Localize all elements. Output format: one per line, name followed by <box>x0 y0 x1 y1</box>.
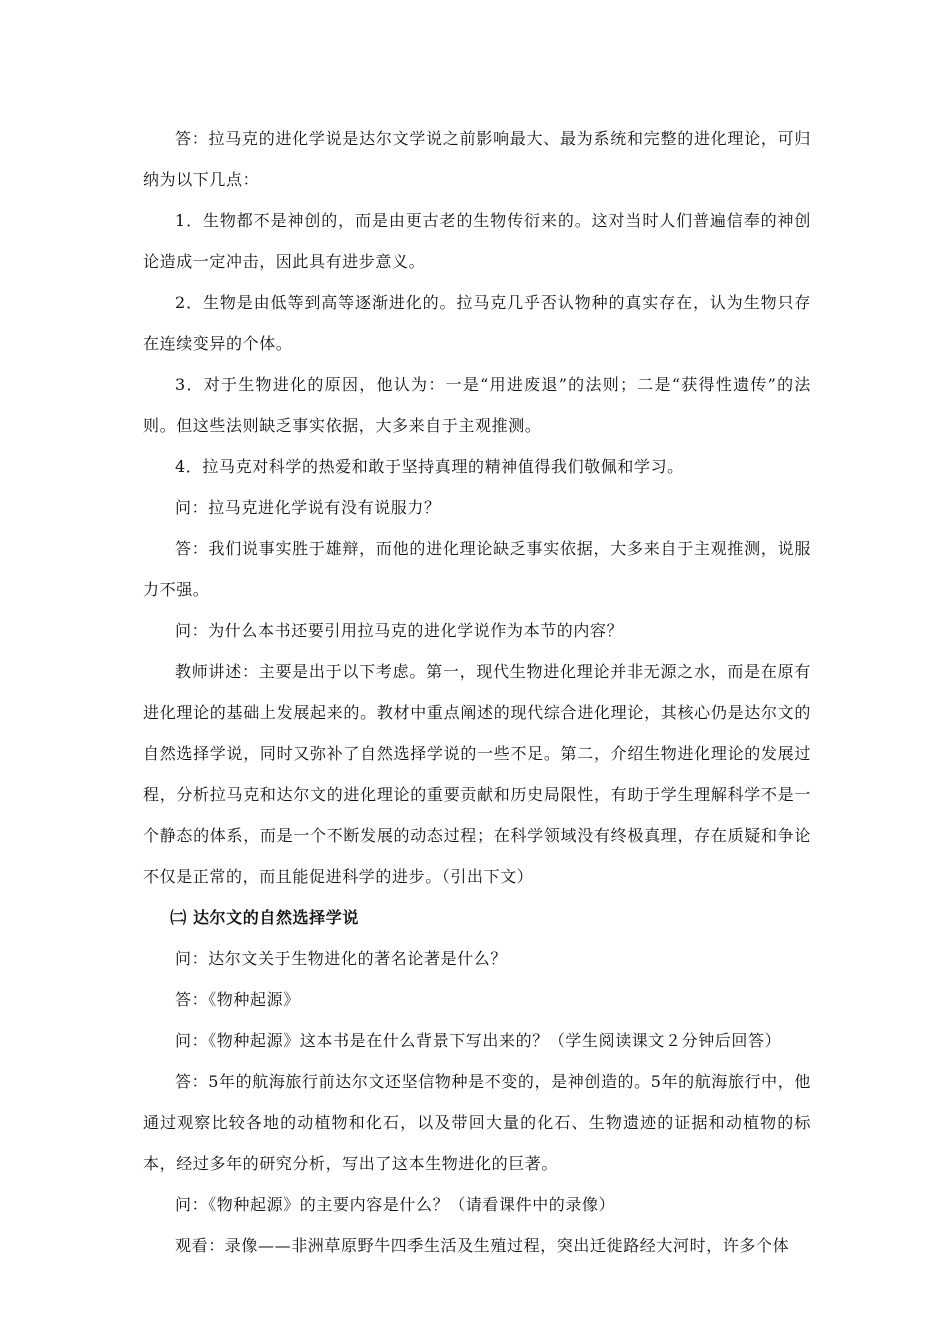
question-background: 问：《物种起源》这本书是在什么背景下写出来的？（学生阅读课文２分钟后回答） <box>175 1031 782 1050</box>
point-3: 3．对于生物进化的原因，他认为：一是“用进废退”的法则；二是“获得性遗传”的法则。但这些法则缺乏事实依据，大多来自于主观推测。 <box>143 375 811 435</box>
question-famous-work: 问：达尔文关于生物进化的著名论著是什么？ <box>175 949 508 968</box>
answer-persuasiveness: 答：我们说事实胜于雄辩，而他的进化理论缺乏事实依据，大多来自于主观推测，说服力不强。 <box>143 539 811 599</box>
point-1: 1．生物都不是神创的，而是由更古老的生物传衍来的。这对当时人们普遍信奉的神创论造成一定冲击，因此具有进步意义。 <box>143 211 811 271</box>
answer-famous-work: 答：《物种起源》 <box>175 990 300 1009</box>
answer-background: 答：5年的航海旅行前达尔文还坚信物种是不变的，是神创造的。5年的航海旅行中，他通过观察比较各地的动植物和化石，以及带回大量的化石、生物遗迹的证据和动植物的标本，经过多年的研究分析，写出了这本生物进化的巨著。 <box>143 1072 811 1173</box>
point-2: 2．生物是由低等到高等逐渐进化的。拉马克几乎否认物种的真实存在，认为生物只存在连续变异的个体。 <box>143 293 811 353</box>
answer-lamarck-theory: 答：拉马克的进化学说是达尔文学说之前影响最大、最为系统和完整的进化理论，可归纳为以下几点： <box>143 129 811 189</box>
question-why-cite: 问：为什么本书还要引用拉马克的进化学说作为本节的内容？ <box>175 621 624 640</box>
point-4: 4．拉马克对科学的热爱和敢于坚持真理的精神值得我们敬佩和学习。 <box>175 457 684 476</box>
document-body <box>143 118 811 1266</box>
question-persuasiveness: 问：拉马克进化学说有没有说服力？ <box>175 498 441 517</box>
watch-video: 观看：录像——非洲草原野牛四季生活及生殖过程，突出迁徙路经大河时，许多个体 <box>175 1236 790 1255</box>
teacher-explanation: 教师讲述：主要是出于以下考虑。第一，现代生物进化理论并非无源之水，而是在原有进化理论的基础上发展起来的。教材中重点阐述的现代综合进化理论，其核心仍是达尔文的自然选择学说，同时又弥补了自然选择学说的一些不足。第二，介绍生物进化理论的发展过程，分析拉马克和达尔文的进化理论的重要贡献和历史局限性，有助于学生理解科学不是一个静态的体系，而是一个不断发展的动态过程；在科学领域没有终极真理，存在质疑和争论不仅是正常的，而且能促进科学的进步。（引出下文） <box>143 662 811 886</box>
section-heading: ㈡ 达尔文的自然选择学说 <box>170 908 359 927</box>
question-main-content: 问：《物种起源》的主要内容是什么？（请看课件中的录像） <box>175 1195 616 1214</box>
